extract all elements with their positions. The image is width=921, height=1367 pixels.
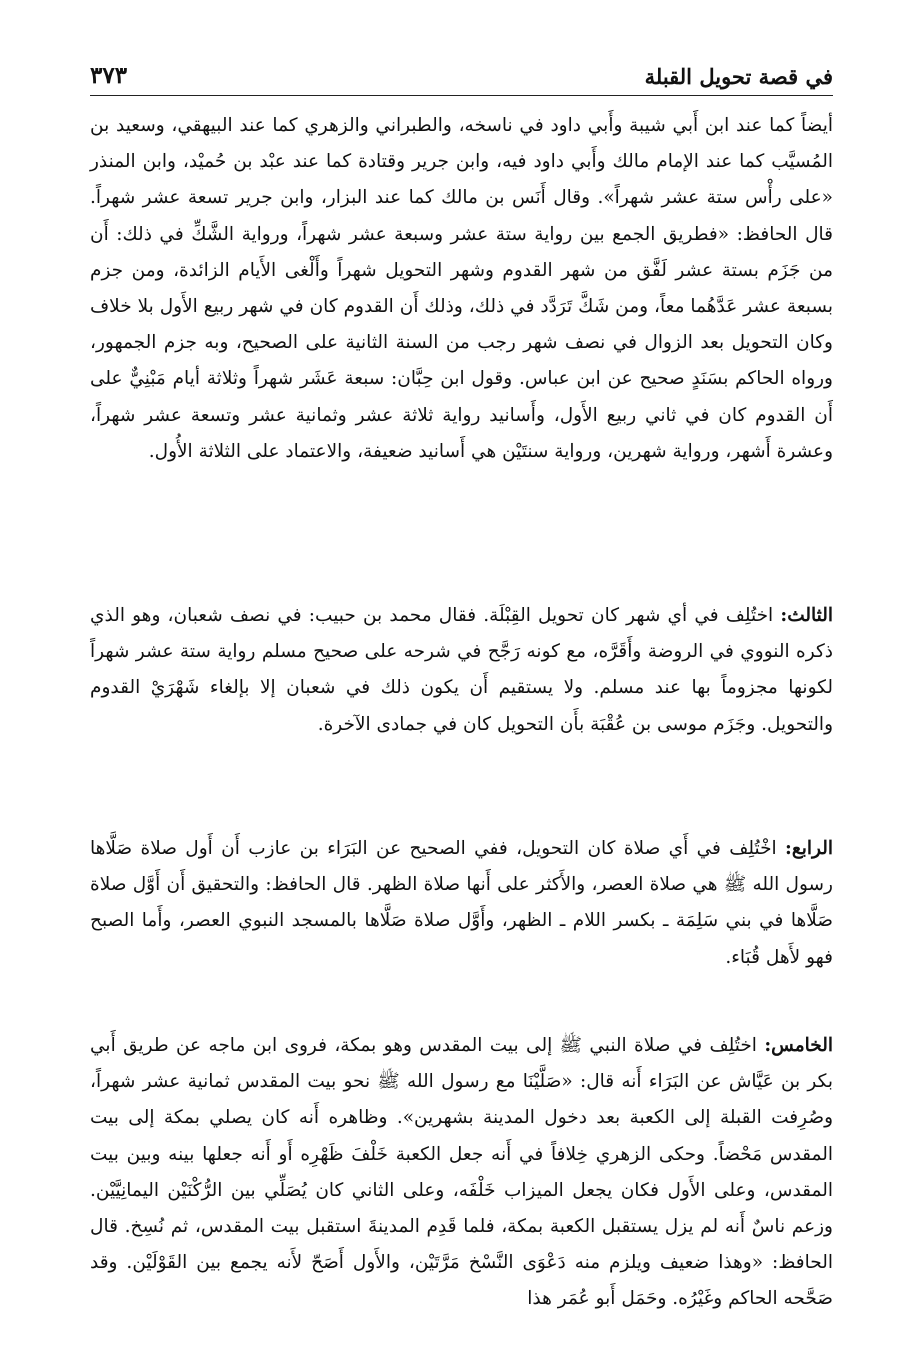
page-body (90, 108, 833, 1347)
paragraph-continuation (90, 108, 833, 582)
paragraph-fifth (90, 1028, 833, 1318)
paragraph-heading-fourth: الرابع: (785, 838, 833, 859)
running-title: في قصة تحويل القبلة (644, 64, 833, 89)
paragraph-fourth (90, 831, 833, 1012)
paragraph-text: أيضاً كما عند ابن أَبي شيبة وأَبي داود في ناسخه، والطبراني والزهري كما عند البيهقي، وسعيد بن المُسيَّب كما عند الإمام مالك وأَبي داود فيه، وابن جرير وقتادة كما عند عبْد بن حُميْد، وابن المنذر «على رأْس ستة عشر شهراً». وقال أَنَس بن مالك كما عند البزار، وابن جرير تسعة عشر شهراً. قال الحافظ: «فطريق الجمع بين رواية ستة عشر وسبعة عشر شهراً، ورواية الشَّكِّ في ذلك: أَن من جَزَم بستة عشر لَفَّق من شهر القدوم وشهر التحويل شهراً وأَلْغى الأَيام الزائدة، ومن جزم بسبعة عشر عَدَّهُما معاً، ومن شَكَّ تَرَدَّد في ذلك، وذلك أَن القدوم كان في شهر ربيع الأَول بلا خلاف وكان التحويل بعد الزوال في نصف شهر رجب من السنة الثانية على الصحيح، وبه جزم الجمهور، ورواه الحاكم بسَنَدٍ صحيح عن ابن عباس. وقول ابن حِبَّان: سبعة عَشَر شهراً وثلاثة أيام مَبْنِيٌّ على أَن القدوم كان في ثاني ربيع الأَول، وأَسانيد رواية ثلاثة عشر وثمانية عشر وتسعة عشر شهراً، وعشرة أَشهر، ورواية شهرين، ورواية سنتَيْن هي أَسانيد ضعيفة، والاعتماد على الثلاثة الأُول. (90, 115, 833, 462)
paragraph-third (90, 598, 833, 815)
paragraph-text: اخْتُلِف في أَي صلاة كان التحويل، ففي الصحيح عن البَرَاء بن عازب أَن أَول صلاة صَلَّاها رسول الله ﷺ هي صلاة العصر، والأَكثر على أَنها صلاة الظهر. قال الحافظ: والتحقيق أَن أَوَّل صلاة صَلَّاها في بني سَلِمَة ـ بكسر اللام ـ الظهر، وأَوَّل صلاة صَلَّاها بالمسجد النبوي العصر، وأَما الصبح فهو لأَهل قُبَاء. (90, 838, 833, 968)
paragraph-text: اختُلِف في صلاة النبي ﷺ إلى بيت المقدس وهو بمكة، فروى ابن ماجه عن طريق أَبي بكر بن عَيَّاش عن البَرَاء أَنه قال: «صَلَّيْنَا مع رسول الله ﷺ نحو بيت المقدس ثمانية عشر شهراً، وصُرِفت القبلة إلى الكعبة بعد دخول المدينة بشهرين». وظاهره أَنه كان يصلي بمكة إلى بيت المقدس مَحْضاً. وحكى الزهري خِلافاً في أَنه جعل الكعبة خَلْفَ ظَهْرِه أَو أَنه جعلها بينه وبين بيت المقدس، وعلى الأَول فكان يجعل الميزاب خَلْفَه، وعلى الثاني كان يُصَلِّي بين الرُّكْنَيْن اليمانِيَّيْن. وزعم ناسٌ أَنه لم يزل يستقبل الكعبة بمكة، فلما قَدِم المدينةَ استقبل بيت المقدس، ثم نُسِخ. قال الحافظ: «وهذا ضعيف ويلزم منه دَعْوَى النَّسْخ مَرَّتَيْن، والأَول أَصَحّ لأَنه يجمع بين القَوْلَيْن. وقد صَحَّحه الحاكم وغَيْرُه. وحَمَل أَبو عُمَر هذا (90, 1035, 833, 1310)
page-number: ٣٧٣ (90, 62, 128, 89)
paragraph-text: اختُلِف في أي شهر كان تحويل القِبْلَة. فقال محمد بن حبيب: في نصف شعبان، وهو الذي ذكره النووي في الروضة وأَقَرَّه، مع كونه رَجَّح في شرحه على صحيح مسلم رواية ستة عشر شهراً لكونها مجزوماً بها عند مسلم. ولا يستقيم أَن يكون ذلك في شعبان إلا بإلغاء شَهْرَيْ القدوم والتحويل. وجَزَم موسى بن عُقْبَة بأَن التحويل كان في جمادى الآخرة. (90, 605, 833, 735)
paragraph-heading-third: الثالث: (780, 605, 833, 626)
paragraph-heading-fifth: الخامس: (764, 1035, 833, 1056)
page-header (90, 52, 833, 96)
